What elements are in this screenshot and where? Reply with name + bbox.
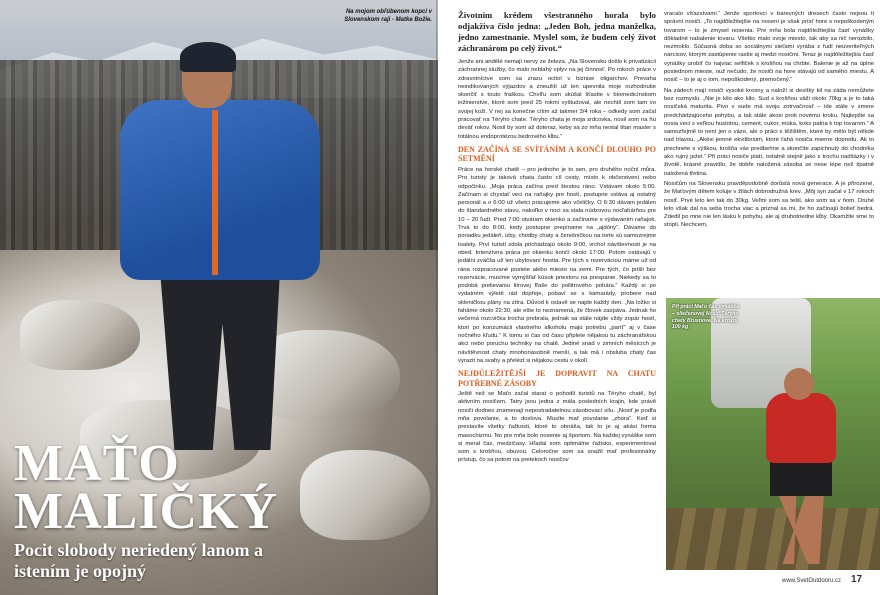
jacket-zipper — [212, 110, 218, 275]
inset-photo — [666, 298, 880, 570]
paragraph: Ještě než se Maťo začal starat o pohodlí turistů na Téryho chatě, byl aktivním nosičem. Tatry jsou jedna z mála posledních krajin, kde právě nosiči dodnes znamenají nepostradatelnou zásobovací sílu. „Nosiť je podľa mňa povolanie, a to doslova. Musíte mať povolanie „zhora“. Keď si prestavíte všetky ťažkosti, ktoré to obnáša, tak to je aj akási forma masochizmu. No pre mňa bolo nosenie aj športom. Na každej vynáške som si meral čas, medzičasy. Hľadal som optimálne ťažisko, experimentoval som s krošňou, obuvou. Celoročne som sa snažil mať profesionálny prístup, čo sa potom na pretekoch nosičov — [458, 391, 656, 464]
porter-shirt — [766, 393, 836, 463]
hero-photo — [0, 0, 438, 595]
article-title — [14, 435, 279, 540]
photo-caption: Na mojom obľúbenom kopci v Slovenskom raji - Matke Božie. — [344, 9, 432, 23]
paragraph: Na zádech mají nosiči vysoké krosny a naloží si desítky kil na záda nemůžete bez rozmyslu. „Nie je kilo ako kilo. Sud s krošňou váži okolo 70kg a je to taká nosičská maturita. Pivo v sude má svoju zotrvačnosť – ide stále v smere predchádzajúceho pohybu, a tak stále akosi proti novému kroku. Najlepšie sa nosia veci s veľkou hustotou, cement, cukor, múka, koks patria k top tovarom.“ A samozřejmě to není jen o váze, ale o práci s těžištěm, které by mělo být někde nad hlavou. „Akési jemné ekvilibrium, ktoré ťahá nosiča mierne dopredu. Ak to prechnete s výškou, krošňa vás predbehne a skončíte zapichnutý do chodníka ako rujný ježel.“ Při práci nosiče platí, ostatně stejně jako s trochu nadšázky i v životě, krásné pravidlo, že dobře naložená zásoba se nese lépe než špatně naložená třetina. — [664, 87, 874, 177]
column-2 — [664, 10, 874, 232]
paragraph: Jenže ani andělé nemají nervy ze železa. „Na Slovensku došlo k privatizácii záchrannej služby, čo malo neblahý vplyv na jej činnosť. Po rokoch práce v zdravotníctve som sa zrazu ocitol v biznise oligarchov. Prevaha neindikovaných výjazdov a zneužití už len upevnila moje rozhodnutie skončiť s touto fraškou. Chvíľu som skúšal šťastie v biomedicínskom inžinierstve, ktoré som pred 25 rokmi vyštudoval, ale nechtil som tam vo svojej koži. V nej sa konečne cítim až takmer 3/4 roka – odkedy som začal pracovať na Téryho chate. Téryho chata je moja srdcovka, nosil som na ňu deväť rokov. Nosil by som až doteraz, keby sa zo mňa nestal titan master s totálnou endoprotézou bedrového kĺbu.“ — [458, 59, 656, 140]
column-1 — [458, 10, 656, 467]
article-subtitle: Pocit slobody neriedený lanom a istením je opojný — [14, 540, 264, 581]
log-steps — [666, 508, 880, 570]
rock — [300, 450, 430, 540]
website-footer: www.SvetOutdooru.cz — [782, 578, 842, 584]
hiker-jacket — [120, 100, 320, 280]
porter-head — [784, 368, 814, 400]
paragraph: Práce na horské chatě – pro jednoho je to sen, pro druhého noční můra. Pro turisty je taková chata často cíl cesty, místo k občerstvení nebo odpočinku. „Moja práca začína pred šiestou ráno. Vstávam okolo 5:00. Začínam si chystať veci na raňajky pre hostí, postupne vstáva aj ostatný personál a o 6:00 už všetci pracujeme ako včeličky. O 6:30 dávam jedálen do štandardného stavu, nakoľko v noci sa stala núdzovou nocľahárňou pre 10 – 20 ľudí. Pred 7:00 otváram okienko a začíname s výdavaním raňajok. Trvá to do 8:00, kedy postupne prepíname na „ajdóny“. Dávame do poriadku jedáleň, izby, chodby chaty a čerešničkou na torte sú samozrejme toalety. Prví turisti zdola prichádzajú okolo 9:00, vrchol návštevnosti je na obed. Intenzívna práca pri okienku končí okolo 17:00. Potom ostávajú v jedálni zväčša už len ubytovaní hostia. Pre tých s rezerváciou máme už od rána rozpracované postele alebo miesto na zemi. Pre tých, čo prišli bez rezervácie, musíme vymýšľať kúsok priestoru na prespanie. Niekedy sa to podobá prelievaniu litrovej fľaše do pollitrového pohára.“ Každý si po vydatném výletě rád dopřeje, pobaví se s kamarády, probere nad skleničkou plány na zítra. Důvod k oslavě se najde každý den. „Na ložko si faháme okolo 22:30, ale ešte to neznamená, že človek zaspáva. Jednak ho večerná rozcvička trocha prebrala, jednak sa stále nájde vždy zopár hostí, ktorí po konzumácii vlastného alkoholu majú potrebu „paríť“ aj v čase nočného kľudu.“ K tomu si čas od času připlete nějakou tu záchranářskou akci nebo poruchu techniky na chatě. Jediné snad v zimních měsících je návštěvnost chaty mnohonásobně menší, a tak má i obsluha chaty čas vyrazit na svahy a přelézt si nějakou cestu v okolí. — [458, 166, 656, 364]
inset-caption: Při práci Maťo čas vynáška – sliečenovej Nosič Téryho chaty Brusnova. Na krošni 100 kg — [672, 304, 740, 331]
hiker-beanie — [180, 42, 236, 72]
section-heading: DEN ZAČÍNÁ SE SVÍTÁNÍM A KONČÍ DLOUHO PO SETMĚNÍ — [458, 144, 656, 164]
title-line-1: MAŤO — [14, 435, 180, 492]
paragraph: vracalo víťazstvami.“ Jenže sportovci v barevných dresech často nejsou ti správní nosiči. „To najdôležitejšie na nosení je však prísť hore s nepoškodeným tovarom – to je zmysel nosenia. Pre mňa bola najdôležitejšia časť vynášky dôkladné nabalenie tovaru. Všetko malo svoje miesto, tak aby sa nič nerozbilo, nezmoklo. Súčasná doba so sociálnymi sieťami vyrába z fudí neuveriteľných narcisov, ktorým zastúpenie rastie aj medzi nosičmi. Teraz je najdôležitejšia časť vynášky urobiť čo najviac selfiček s krošňou na chrbte. Balenie je až na úplne poslednom mieste, nuž nečudo, že nosiči na hore stávajú od samého miestu. A nosič – to je aj o tom, nepoškodený, premočený.“ — [664, 11, 874, 84]
title-line-2: MALIČKÝ — [14, 483, 279, 540]
rock — [20, 300, 140, 370]
section-heading: NEJDŮLEŽITĚJŠÍ JE DOPRAVIT NA CHATU POTŘEBNÉ ZÁSOBY — [458, 369, 656, 388]
paragraph: Nosičům na Slovensku pravděpodobně dorůstá nová generace. A je přirozené, že Maťovým dětem koluje v žilách dobrodružná krev. „Môj syn začal v 17 rokoch nosiť. Prvé leto len tak do 30kg. Veľmi som sa tešil, ako som sa v ňom. Druhé leto však dal na seba trocha viac a priznal sa mi, že ho začínajú bolieť bedrá. Zdedil po mne nie len lásku k pohybu, ale aj druhotriedne kĺby. Okamžite sme to stopli. Nechcem, — [664, 180, 874, 229]
porter-shorts — [770, 458, 832, 496]
page-number: 17 — [851, 574, 863, 585]
article-lead: Životním krédem všestranného horala bylo odjakživa číslo jedna: „Jeden Boh, jedna manželka, jedno zamestnanie. Myslel som, že budem celý život záchranárom po celý život.“ — [458, 10, 656, 53]
